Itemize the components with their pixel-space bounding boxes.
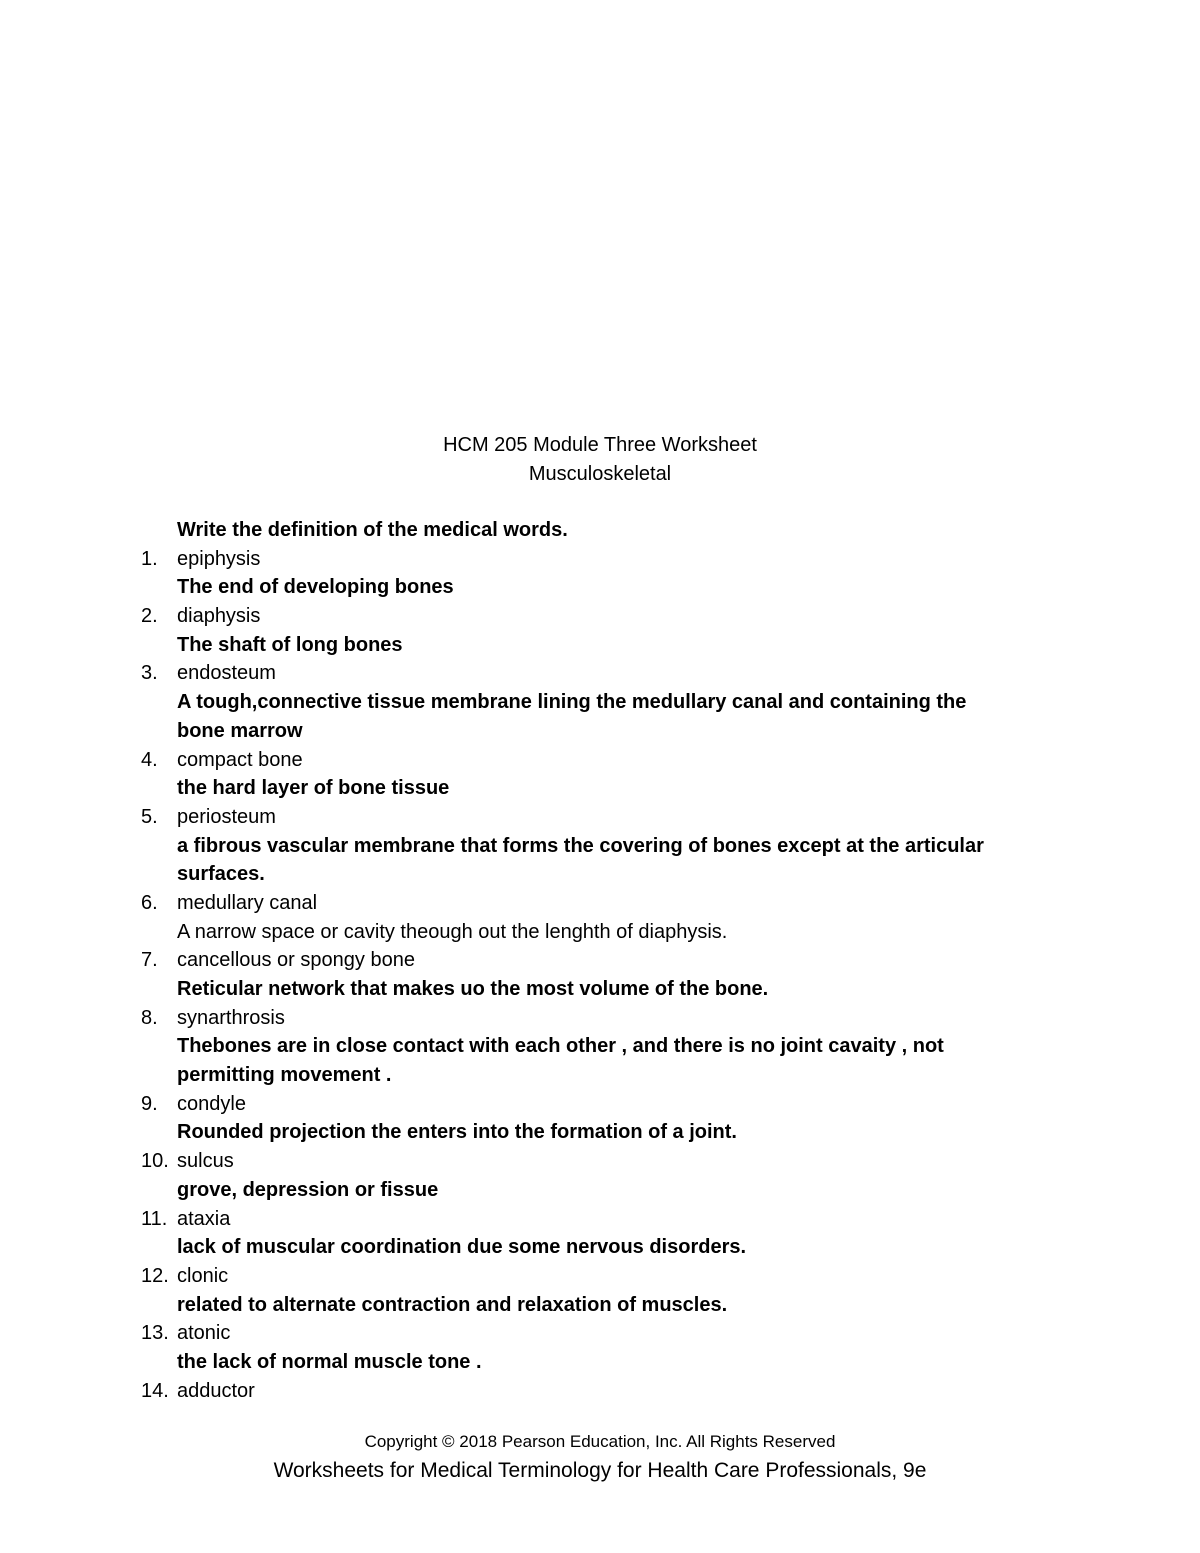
item-number: 9. xyxy=(141,1092,158,1115)
term-text: diaphysis xyxy=(177,605,261,628)
term-text: periosteum xyxy=(177,805,276,828)
definition-text: related to alternate contraction and relaxation of muscles. xyxy=(177,1293,728,1316)
definition-text: permitting movement . xyxy=(177,1064,392,1087)
footer-book-title: Worksheets for Medical Terminology for Health Care Professionals, 9e xyxy=(273,1459,927,1482)
term-line xyxy=(0,659,1200,688)
definition-line xyxy=(0,832,1200,861)
definition-text: A narrow space or cavity theough out the lenghth of diaphysis. xyxy=(177,920,728,943)
term-line xyxy=(0,1319,1200,1348)
definition-line xyxy=(0,1118,1200,1147)
item-number: 7. xyxy=(141,949,158,972)
term-text: sulcus xyxy=(177,1150,234,1173)
term-line xyxy=(0,602,1200,631)
definition-text: lack of muscular coordination due some nervous disorders. xyxy=(177,1236,747,1259)
definition-text: the lack of normal muscle tone . xyxy=(177,1350,482,1373)
definition-text: A tough,connective tissue membrane lining the medullary canal and containing the xyxy=(177,691,967,714)
definition-line xyxy=(0,860,1200,889)
term-text: adductor xyxy=(177,1379,255,1402)
definition-line xyxy=(0,631,1200,660)
definition-text: Rounded projection the enters into the formation of a joint. xyxy=(177,1121,737,1144)
definition-line xyxy=(0,688,1200,717)
definition-line xyxy=(0,975,1200,1004)
definition-line xyxy=(0,1032,1200,1061)
item-number: 1. xyxy=(141,547,158,570)
term-text: clonic xyxy=(177,1264,229,1287)
term-line xyxy=(0,803,1200,832)
term-text: atonic xyxy=(177,1322,231,1345)
definition-text: Reticular network that makes uo the most volume of the bone. xyxy=(177,978,769,1000)
definition-text: The end of developing bones xyxy=(177,576,454,599)
definition-line xyxy=(0,1233,1200,1262)
definition-line xyxy=(0,1348,1200,1377)
instruction-text: Write the definition of the medical words. xyxy=(177,519,568,541)
term-text: cancellous or spongy bone xyxy=(177,949,415,972)
term-line xyxy=(0,946,1200,975)
term-line xyxy=(0,1205,1200,1234)
term-line xyxy=(0,1147,1200,1176)
term-text: epiphysis xyxy=(177,547,261,570)
term-text: ataxia xyxy=(177,1207,231,1230)
definition-text: The shaft of long bones xyxy=(177,633,403,656)
instruction-line xyxy=(0,516,1200,545)
term-line xyxy=(0,1004,1200,1033)
definition-line xyxy=(0,774,1200,803)
page-subtitle: Musculoskeletal xyxy=(528,462,672,485)
item-number: 3. xyxy=(141,662,158,685)
term-text: condyle xyxy=(177,1092,246,1115)
definition-text: grove, depression or fissue xyxy=(177,1178,439,1201)
term-line xyxy=(0,889,1200,918)
title-block xyxy=(0,431,1200,488)
term-text: compact bone xyxy=(177,748,303,771)
worksheet-body xyxy=(0,516,1200,1405)
item-number: 12. xyxy=(141,1264,169,1287)
item-number: 11. xyxy=(141,1207,168,1230)
definition-line xyxy=(0,573,1200,602)
definition-text: bone marrow xyxy=(177,719,303,742)
item-number: 10. xyxy=(141,1150,169,1173)
term-text: synarthrosis xyxy=(177,1006,285,1029)
page-title: HCM 205 Module Three Worksheet xyxy=(443,434,757,456)
definition-line xyxy=(0,1061,1200,1090)
definition-line xyxy=(0,717,1200,746)
term-line xyxy=(0,746,1200,775)
definition-text: Thebones are in close contact with each other , and there is no joint cavaity , not xyxy=(177,1035,944,1058)
term-text: medullary canal xyxy=(177,891,318,914)
item-number: 6. xyxy=(141,891,158,914)
term-line xyxy=(0,1262,1200,1291)
item-number: 14. xyxy=(141,1379,169,1402)
item-number: 5. xyxy=(141,805,158,828)
item-number: 2. xyxy=(141,605,158,628)
definition-text: surfaces. xyxy=(177,863,265,886)
definition-text: a fibrous vascular membrane that forms the covering of bones except at the articular xyxy=(177,834,984,857)
definition-line xyxy=(0,1291,1200,1320)
term-line xyxy=(0,1377,1200,1406)
item-number: 13. xyxy=(141,1322,169,1345)
item-number: 8. xyxy=(141,1006,158,1029)
definition-line xyxy=(0,918,1200,947)
definition-line xyxy=(0,1176,1200,1205)
term-line xyxy=(0,1090,1200,1119)
definition-text: the hard layer of bone tissue xyxy=(177,777,450,800)
item-number: 4. xyxy=(141,748,158,771)
footer-copyright: Copyright © 2018 Pearson Education, Inc. All Rights Reserved xyxy=(364,1432,836,1451)
term-text: endosteum xyxy=(177,662,276,685)
term-line xyxy=(0,545,1200,574)
